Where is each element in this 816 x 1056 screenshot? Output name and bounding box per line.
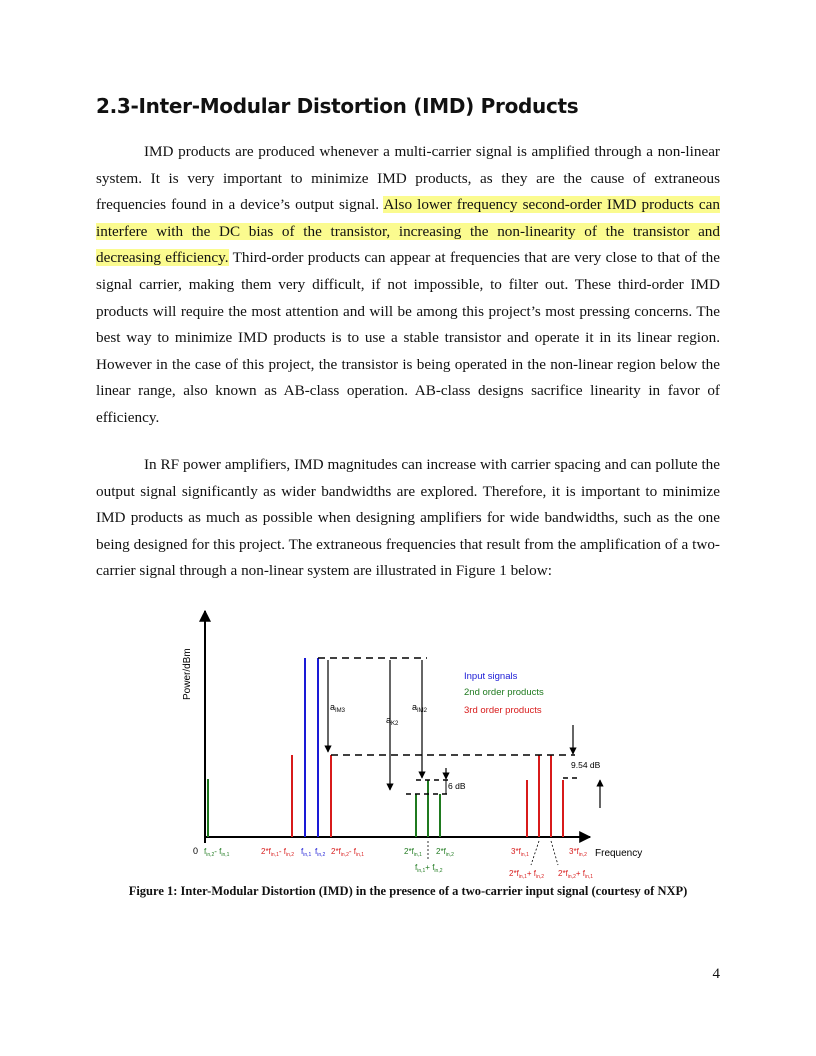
label-aim2: $a_{IM2}$ bbox=[412, 702, 428, 714]
tick-3rd-order-sum-1: $2*f_{in,1}+ f_{in,2}$ bbox=[509, 869, 545, 880]
label-954db: 9.54 dB bbox=[571, 760, 601, 770]
tick-3rd-upper: $2*f_{in,2}-$ $f_{in,1}$ bbox=[331, 847, 365, 858]
tick-input-2: $f_{in,2}$ bbox=[315, 847, 326, 858]
legend-2nd-order: 2nd order products bbox=[464, 687, 544, 698]
paragraph-text: Third-order products can appear at frequencies that are very close to that of the signal carrier, making them very difficult, if not impossible, to filter out. These third-order IMD products will require the most attention and will be among this project’s most pressing concerns. The best way to minimize IMD products is to use a stable transistor and operate it in its linear region. However in the case of this project, the transistor is being operated in the non-linear region below the linear range, also known as AB-class operation. AB-class designs sacrifice linearity in favor of efficiency. bbox=[96, 249, 720, 426]
label-ak2: $a_{K2}$ bbox=[386, 715, 399, 727]
paragraph-imd-intro bbox=[96, 139, 720, 432]
tick-2nd-harmonic-1: $2*f_{in,1}$ bbox=[404, 847, 422, 858]
section-heading: 2.3-Inter-Modular Distortion (IMD) Products bbox=[96, 94, 579, 118]
paragraph-text: In RF power amplifiers, IMD magnitudes can increase with carrier spacing and can pollute the output signal significantly as wider bandwidths are explored. Therefore, it is important to minimize IMD products as much as possible when designing amplifiers for wide bandwidths, such as the one being designed for this project. The extraneous frequencies that result from the amplification of a two-carrier signal through a non-linear system are illustrated in Figure 1 below: bbox=[96, 456, 720, 580]
tick-2nd-harmonic-2: $2*f_{in,2}$ bbox=[436, 847, 454, 858]
figure-caption: Figure 1: Inter-Modular Distortion (IMD) in the presence of a two-carrier input signal (courtesy of NXP) bbox=[128, 884, 688, 898]
tick-3rd-harmonic-2: $3*f_{in,2}$ bbox=[569, 847, 587, 858]
x-axis-label: Frequency bbox=[595, 848, 643, 859]
y-axis-label: Power/dBm bbox=[182, 648, 193, 700]
paragraph-text: IMD products are produced whenever a multi-carrier signal is amplified through a non-linear system. It is very important to minimize IMD products, as they are the cause of extraneous frequencies found in a device’s output signal. bbox=[96, 143, 720, 214]
tick-diff: $f_{in,2}-$ $f_{in,1}$ bbox=[204, 847, 230, 858]
leader-3rd-sum-1 bbox=[531, 841, 539, 865]
label-6db: 6 dB bbox=[448, 781, 466, 791]
page-number: 4 bbox=[712, 966, 720, 982]
legend-3rd-order: 3rd order products bbox=[464, 705, 542, 716]
imd-spectrum-figure bbox=[180, 603, 650, 883]
tick-input-1: $f_{in,1}$ bbox=[301, 847, 312, 858]
highlighted-text: Also lower frequency second-order IMD products can interfere with the DC bias of the transistor, increasing the non-linearity of the transistor and decreasing efficiency. bbox=[96, 196, 720, 267]
leader-3rd-sum-2 bbox=[551, 841, 558, 865]
tick-3rd-order-sum-2: $2*f_{in,2}+ f_{in,1}$ bbox=[558, 869, 594, 880]
tick-2nd-order-sum: $f_{in,1}+ f_{in,2}$ bbox=[415, 863, 443, 874]
origin-label: 0 bbox=[193, 846, 199, 856]
legend-input-signals: Input signals bbox=[464, 671, 518, 682]
paragraph-rf-amplifiers bbox=[96, 452, 720, 585]
label-aim3: $a_{IM3}$ bbox=[330, 702, 346, 714]
tick-3rd-lower: $2*f_{in,1}-$ $f_{in,2}$ bbox=[261, 847, 295, 858]
tick-3rd-harmonic-1: $3*f_{in,1}$ bbox=[511, 847, 529, 858]
